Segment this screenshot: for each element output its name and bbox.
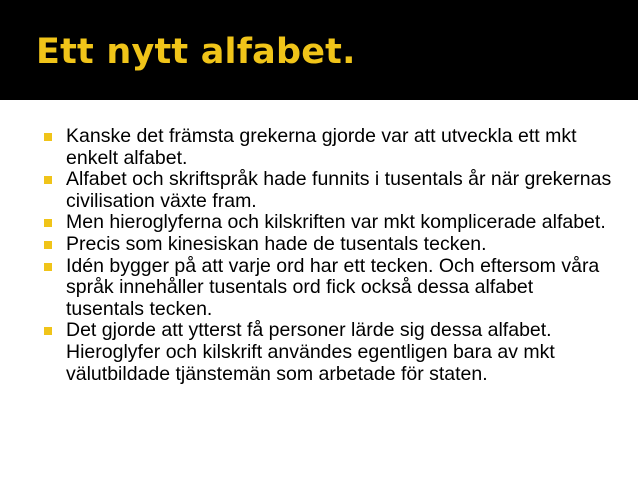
bullet-item (44, 234, 614, 256)
title-bar (0, 0, 638, 100)
bullet-text: Precis som kinesiskan hade de tusentals tecken. (66, 232, 487, 255)
bullet-square-icon (44, 176, 52, 184)
bullet-item (44, 256, 614, 321)
bullet-text: Men hieroglyferna och kilskriften var mkt komplicerade alfabet. (66, 211, 606, 234)
slide-title: Ett nytt alfabet. (36, 32, 356, 72)
bullet-item (44, 212, 614, 234)
bullet-list (44, 126, 614, 385)
bullet-item (44, 126, 614, 169)
bullet-text: Alfabet och skriftspråk hade funnits i tusentals år när grekernas civilisation växte fram. (66, 168, 612, 212)
bullet-text: Idén bygger på att varje ord har ett tecken. Och eftersom våra språk innehåller tusentals ord fick också dessa alfabet tusentals tecken. (66, 254, 600, 320)
bullet-square-icon (44, 219, 52, 227)
bullet-text: Det gjorde att ytterst få personer lärde sig dessa alfabet. Hieroglyfer och kilskrift användes egentligen bara av mkt välutbildade tjänstemän som arbetade för staten. (66, 319, 555, 385)
bullet-square-icon (44, 263, 52, 271)
bullet-square-icon (44, 241, 52, 249)
bullet-item (44, 320, 614, 385)
bullet-square-icon (44, 327, 52, 335)
bullet-square-icon (44, 133, 52, 141)
bullet-text: Kanske det främsta grekerna gjorde var att utveckla ett mkt enkelt alfabet. (66, 125, 577, 169)
bullet-item (44, 169, 614, 212)
